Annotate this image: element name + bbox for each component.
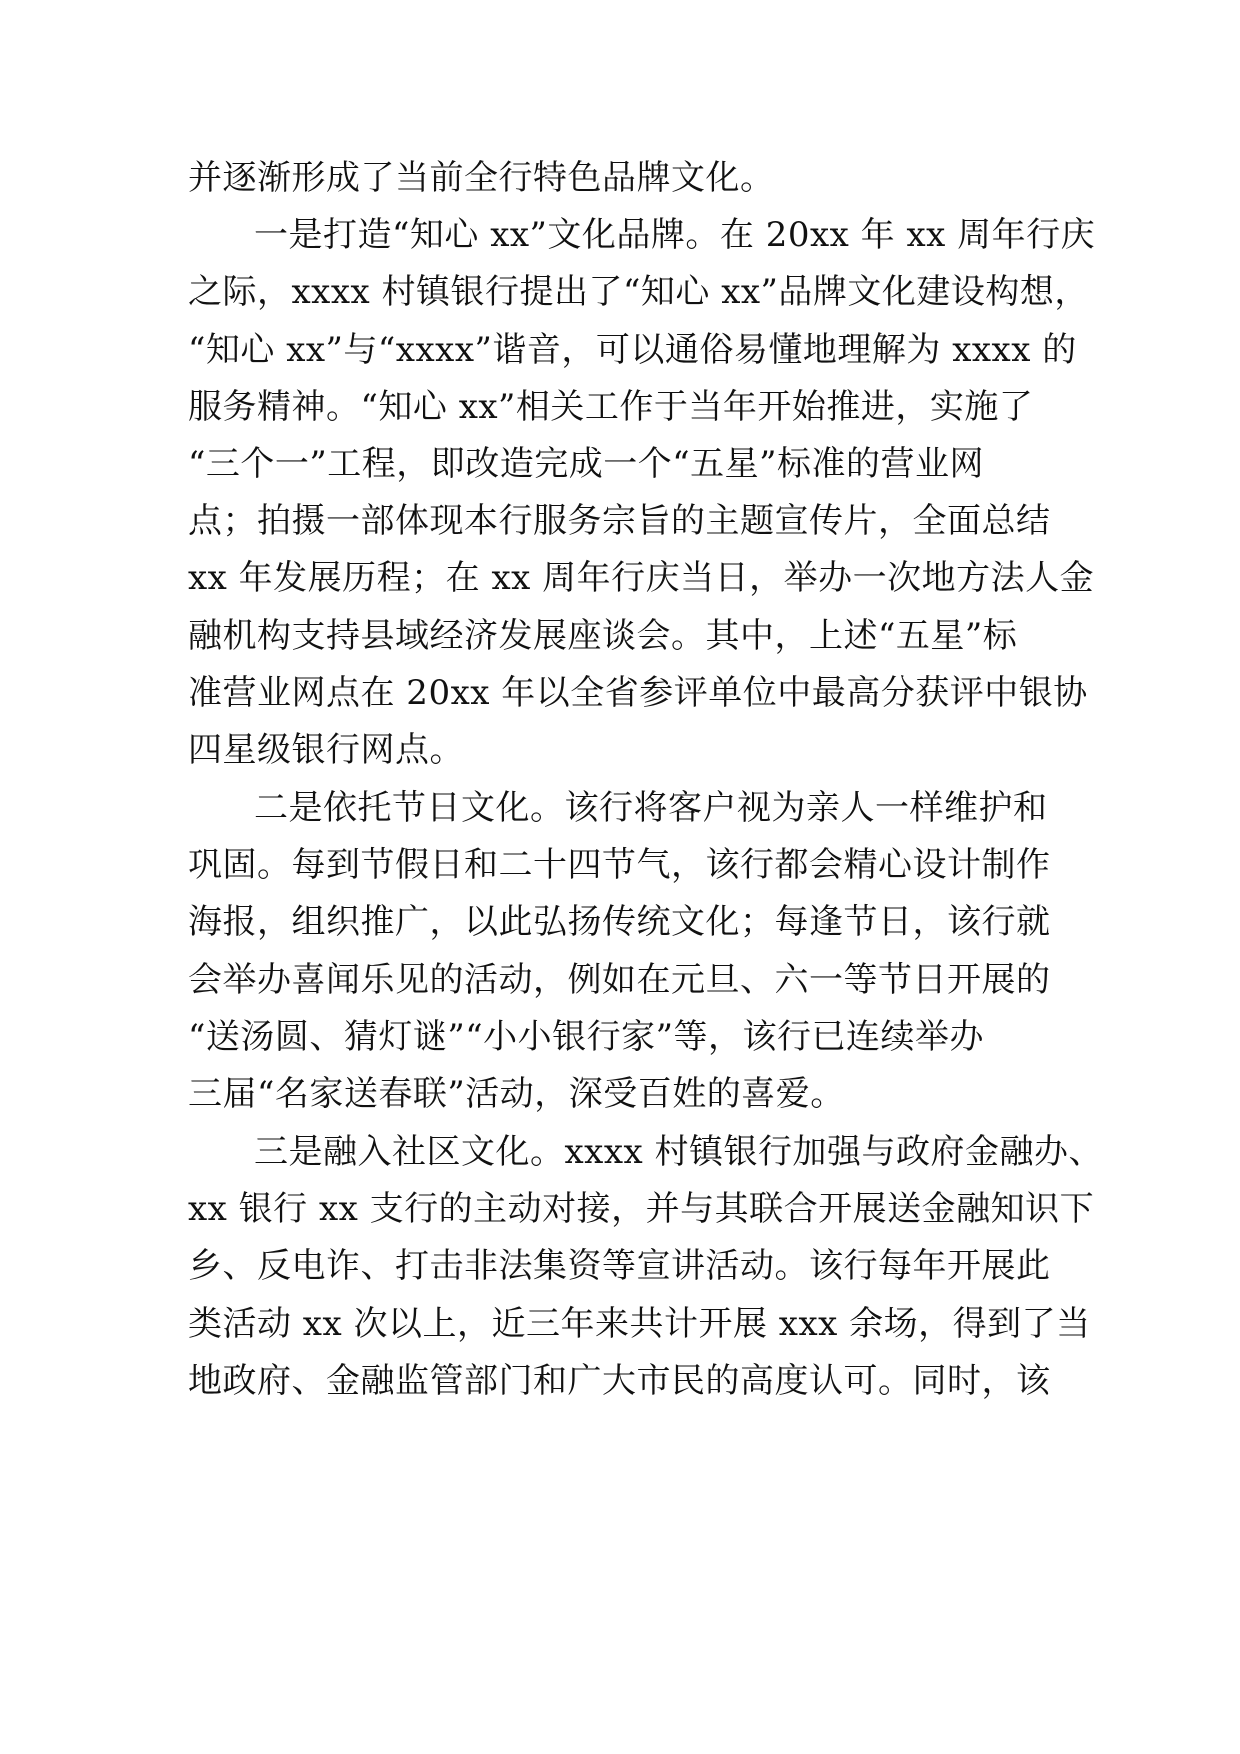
paragraph-line: 一是打造“知心 xx”文化品牌。在 20xx 年 xx 周年行庆 xyxy=(254,215,1096,255)
paragraph-line: 乡、反电诈、打击非法集资等宣讲活动。该行每年开展此 xyxy=(188,1246,1051,1286)
paragraph-line: 三是融入社区文化。xxxx 村镇银行加强与政府金融办、 xyxy=(254,1132,1104,1172)
paragraph-line: xx 年发展历程；在 xx 周年行庆当日，举办一次地方法人金 xyxy=(188,558,1095,598)
paragraph-line: 四星级银行网点。 xyxy=(188,730,464,770)
paragraph-line: 会举办喜闻乐见的活动，例如在元旦、六一等节日开展的 xyxy=(188,960,1051,1000)
paragraph-line: 三届“名家送春联”活动，深受百姓的喜爱。 xyxy=(188,1074,845,1114)
paragraph-line: 二是依托节日文化。该行将客户视为亲人一样维护和 xyxy=(254,788,1048,828)
paragraph-line: 类活动 xx 次以上，近三年来共计开展 xxx 余场，得到了当 xyxy=(188,1304,1091,1344)
paragraph-line: 并逐渐形成了当前全行特色品牌文化。 xyxy=(188,158,775,198)
paragraph-line: 巩固。每到节假日和二十四节气，该行都会精心设计制作 xyxy=(188,845,1051,885)
paragraph-line: “三个一”工程，即改造完成一个“五星”标准的营业网 xyxy=(188,444,985,484)
paragraph-line: 融机构支持县域经济发展座谈会。其中，上述“五星”标 xyxy=(188,616,1018,656)
paragraph-line: 之际，xxxx 村镇银行提出了“知心 xx”品牌文化建设构想， xyxy=(188,272,1089,312)
paragraph-line: 准营业网点在 20xx 年以全省参评单位中最高分获评中银协 xyxy=(188,673,1088,713)
paragraph-line: 点；拍摄一部体现本行服务宗旨的主题宣传片，全面总结 xyxy=(188,501,1051,541)
paragraph-line: 地政府、金融监管部门和广大市民的高度认可。同时，该 xyxy=(188,1361,1051,1401)
paragraph-line: “知心 xx”与“xxxx”谐音，可以通俗易懂地理解为 xxxx 的 xyxy=(188,330,1077,370)
paragraph-line: 海报，组织推广，以此弘扬传统文化；每逢节日，该行就 xyxy=(188,902,1051,942)
paragraph-line: 服务精神。“知心 xx”相关工作于当年开始推进，实施了 xyxy=(188,387,1034,427)
paragraph-line: “送汤圆、猜灯谜”“小小银行家”等，该行已连续举办 xyxy=(188,1017,985,1057)
paragraph-line: xx 银行 xx 支行的主动对接，并与其联合开展送金融知识下 xyxy=(188,1189,1095,1229)
